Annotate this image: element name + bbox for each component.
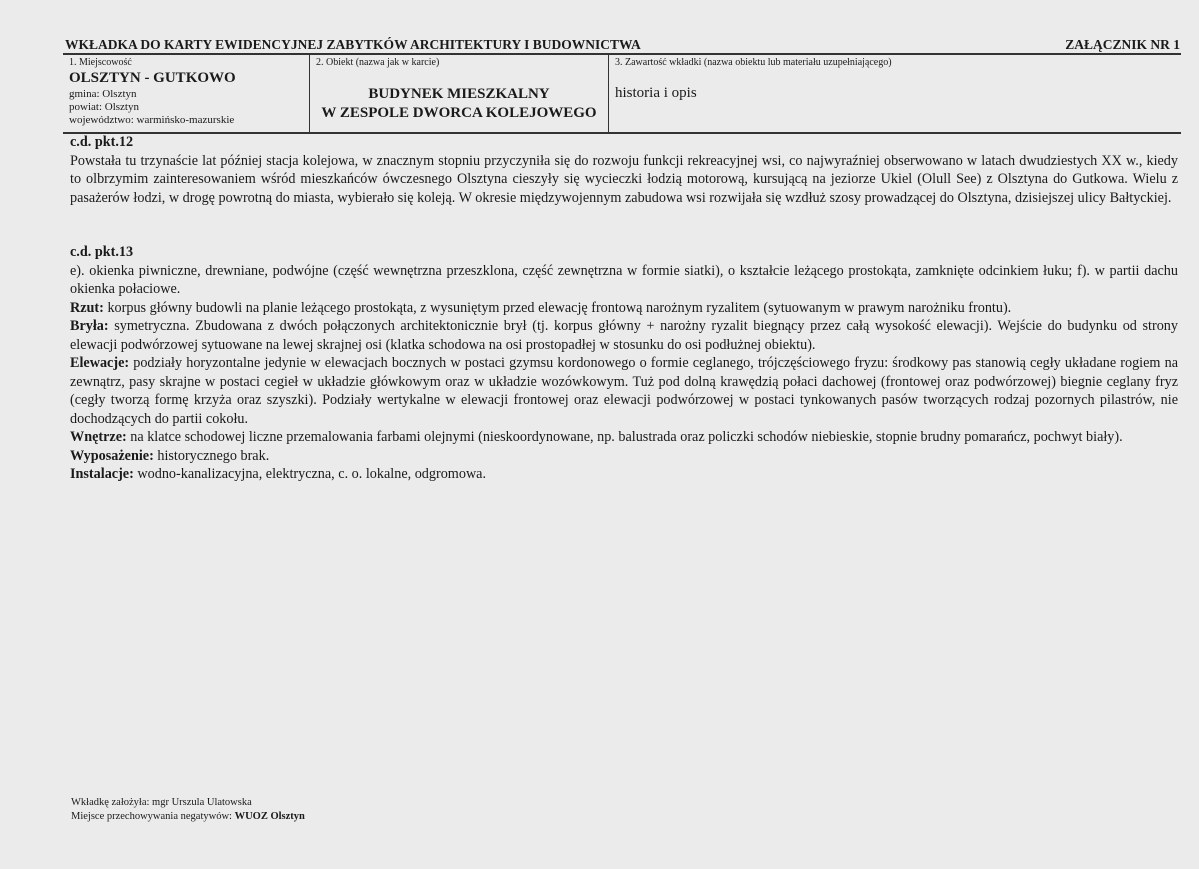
document-body <box>70 133 1178 484</box>
annex-number: ZAŁĄCZNIK NR 1 <box>1065 37 1180 52</box>
item-elewacje: Elewacje: podziały horyzontalne jedynie w elewacjach bocznych w postaci gzymsu kordonowego o formie ceglanego, trójczęściowego fryzu: środkowy pas stanowią cegły układane rogiem na zewnątrz, pasy skrajne w postaci cegieł w układzie główkowym oraz w układzie wozówkowym. Tuż pod dolną krawędzią połaci dachowej (frontowej oraz podwórzowej) biegnie ceglany fryz (cegły tworzą formę krzyża oraz szyszki). Podziały wertykalne w elewacji frontowej oraz elewacji podwórzowej w postaci tynkowanych pasów tworzących rodzaj pozornych pilastrów, nie dochodzących do partii cokołu. <box>70 355 1178 427</box>
footer <box>71 796 305 824</box>
object-cell <box>310 55 609 132</box>
object-name-line1: BUDYNEK MIESZKALNY <box>368 86 550 102</box>
place-label: 1. Miejscowość <box>69 57 132 68</box>
item-bryla: Bryła: symetryczna. Zbudowana z dwóch połączonych architektonicznie brył (tj. korpus główny + narożny ryzalit biegnący przez całą wysokość elewacji). Wejście do budynku od strony elewacji podwórzowej sytuowane na lewej skrajnej osi (klatka schodowa na osi prostopadłej w stosunku do osi podłużnej obiektu). <box>70 318 1178 353</box>
powiat: powiat: Olsztyn <box>69 101 139 113</box>
content-cell <box>609 55 1181 132</box>
header-table <box>63 53 1181 134</box>
author: Wkładkę założyła: mgr Urszula Ulatowska <box>71 797 252 808</box>
wojewodztwo: województwo: warmińsko-mazurskie <box>69 114 235 126</box>
storage: Miejsce przechowywania negatywów: WUOZ Olsztyn <box>71 811 305 822</box>
section-13-title: c.d. pkt.13 <box>70 244 134 260</box>
item-wyposazenie: Wyposażenie: historycznego brak. <box>70 447 270 464</box>
place-cell <box>63 55 310 132</box>
document-title-bar <box>65 37 1180 53</box>
item-rzut: Rzut: korpus główny budowli na planie leżącego prostokąta, z wysuniętym przed elewację frontową narożnym ryzalitem (sytuowanym w prawym narożniku frontu). <box>70 299 1012 316</box>
item-wnetrze: Wnętrze: na klatce schodowej liczne przemalowania farbami olejnymi (nieskoordynowane, np. balustrada oraz policzki schodów niebieskie, stopnie brudny pomarańcz, pochwyt biały). <box>70 429 1123 445</box>
object-label: 2. Obiekt (nazwa jak w karcie) <box>316 57 440 68</box>
object-name-line2: W ZESPOLE DWORCA KOLEJOWEGO <box>321 105 597 121</box>
document-title: WKŁADKA DO KARTY EWIDENCYJNEJ ZABYTKÓW ARCHITEKTURY I BUDOWNICTWA <box>65 37 641 52</box>
section-13-intro: e). okienka piwniczne, drewniane, podwójne (część wewnętrzna przeszklona, część zewnętrzna w formie siatki), o kształcie leżącego prostokąta, zamknięte odcinkiem łuku; f). w partii dachu okienka połaciowe. <box>70 262 1178 297</box>
content-label: 3. Zawartość wkładki (nazwa obiektu lub materiału uzupełniającego) <box>615 57 892 68</box>
item-instalacje: Instalacje: wodno-kanalizacyjna, elektryczna, c. o. lokalne, odgromowa. <box>70 466 487 482</box>
place-name: OLSZTYN - GUTKOWO <box>69 70 236 86</box>
section-12-title: c.d. pkt.12 <box>70 134 134 150</box>
content-value: historia i opis <box>615 85 697 101</box>
section-12-text: Powstała tu trzynaście lat później stacja kolejowa, w znacznym stopniu przyczyniła się do rozwoju funkcji rekreacyjnej wsi, co najwyraźniej obserwowano w latach dwudziestych XX w., kiedy to olbrzymim zainteresowaniem wśród mieszkańców ówczesnego Olsztyna cieszyły się wycieczki łodzią motorową, kursującą na jeziorze Ukiel (Olull See) z Olsztyna do Gutkowa. Wielu z pasażerów łodzi, w drogę powrotną do miasta, wybierało się koleją. W okresie międzywojennym zabudowa wsi rozwijała się wzdłuż szosy prowadzącej do Olsztyna, dzisiejszej ulicy Bałtyckiej. <box>70 152 1178 206</box>
gmina: gmina: Olsztyn <box>69 88 137 100</box>
